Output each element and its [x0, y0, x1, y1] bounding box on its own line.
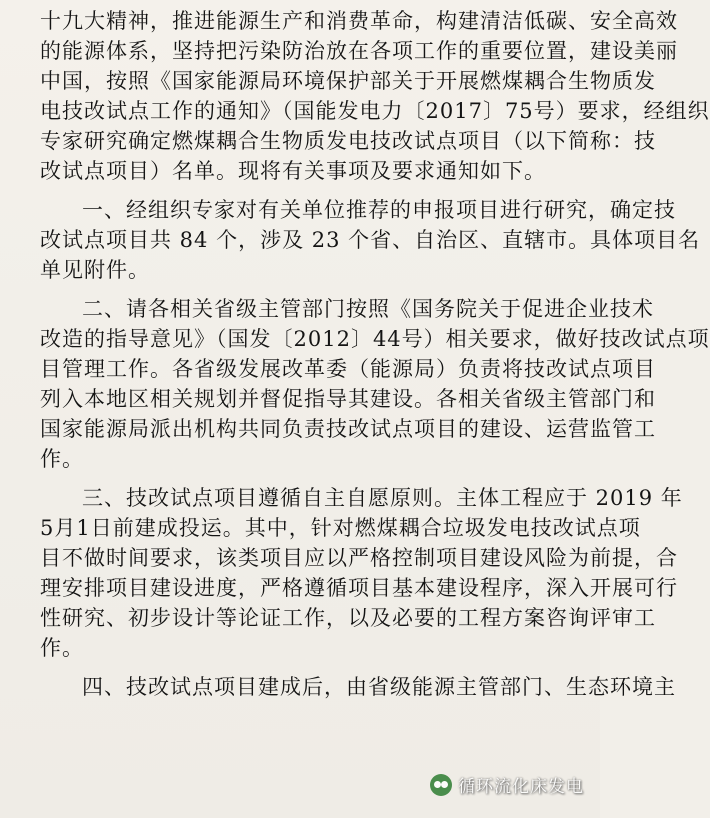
wechat-icon — [430, 774, 452, 796]
text-line: 十九大精神，推进能源生产和消费革命，构建清洁低碳、安全高效 — [40, 9, 678, 33]
text-line: 改试点项目）名单。现将有关事项及要求通知如下。 — [40, 159, 546, 183]
text-line: 作。 — [40, 636, 84, 660]
text-line: 改试点项目共 84 个，涉及 23 个省、自治区、直辖市。具体项目名 — [40, 228, 701, 252]
text-line: 性研究、初步设计等论证工作，以及必要的工程方案咨询评审工 — [40, 606, 656, 630]
text-line: 一、经组织专家对有关单位推荐的申报项目进行研究，确定技 — [82, 198, 676, 222]
text-line: 的能源体系，坚持把污染防治放在各项工作的重要位置，建设美丽 — [40, 39, 678, 63]
text-line: 目管理工作。各省级发展改革委（能源局）负责将技改试点项目 — [40, 357, 656, 381]
text-line: 作。 — [40, 447, 84, 471]
text-line: 中国，按照《国家能源局环境保护部关于开展燃煤耦合生物质发 — [40, 69, 656, 93]
text-line: 专家研究确定燃煤耦合生物质发电技改试点项目（以下简称：技 — [40, 129, 656, 153]
text-line: 电技改试点工作的通知》（国能发电力〔2017〕75号）要求，经组织 — [40, 99, 710, 123]
document-body — [40, 6, 710, 702]
text-line: 二、请各相关省级主管部门按照《国务院关于促进企业技术 — [82, 297, 654, 321]
text-line: 目不做时间要求，该类项目应以严格控制项目建设风险为前提，合 — [40, 546, 678, 570]
text-line: 改造的指导意见》（国发〔2012〕44号）相关要求，做好技改试点项 — [40, 327, 710, 351]
text-line: 单见附件。 — [40, 258, 150, 282]
text-line: 理安排项目建设进度，严格遵循项目基本建设程序，深入开展可行 — [40, 576, 678, 600]
text-line: 5月1日前建成投运。其中，针对燃煤耦合垃圾发电技改试点项 — [40, 516, 641, 540]
text-line: 国家能源局派出机构共同负责技改试点项目的建设、运营监管工 — [40, 417, 656, 441]
watermark-text: 循环流化床发电 — [458, 777, 584, 797]
text-line: 列入本地区相关规划并督促指导其建设。各相关省级主管部门和 — [40, 387, 656, 411]
watermark — [430, 772, 584, 797]
text-line: 四、技改试点项目建成后，由省级能源主管部门、生态环境主 — [82, 675, 676, 699]
text-line: 三、技改试点项目遵循自主自愿原则。主体工程应于 2019 年 — [82, 486, 683, 510]
